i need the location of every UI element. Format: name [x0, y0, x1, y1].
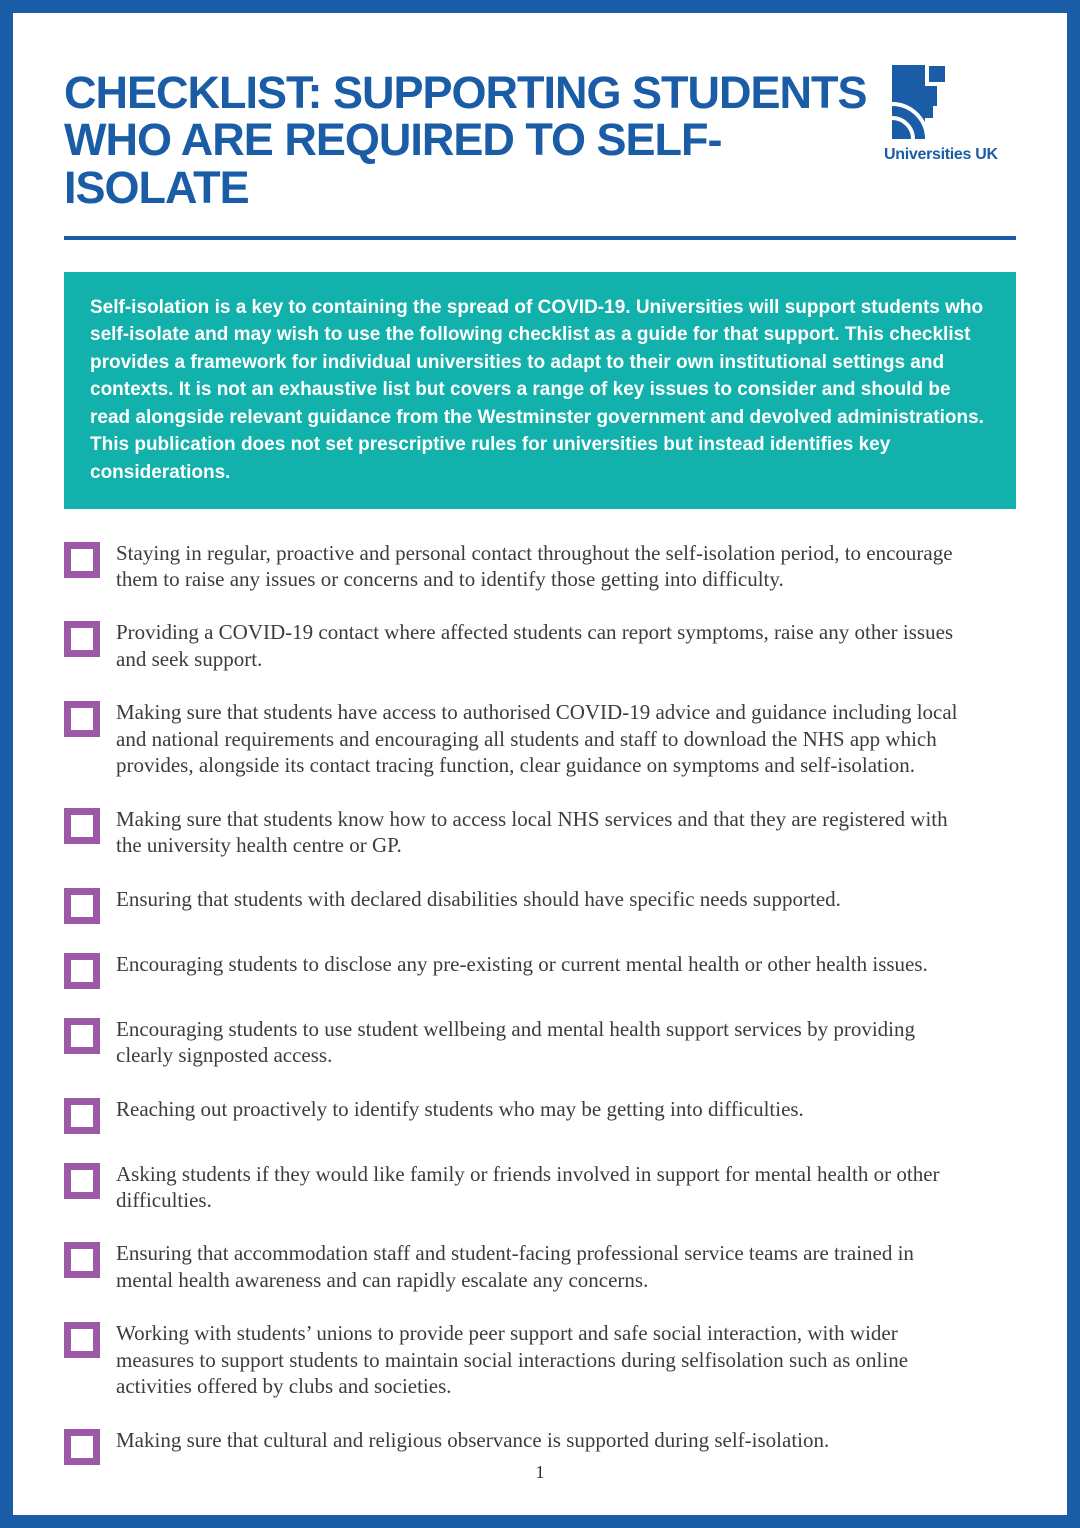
checklist-item	[64, 951, 1016, 989]
universities-uk-logo	[884, 59, 1016, 164]
intro-callout	[64, 272, 1016, 509]
checkbox[interactable]	[64, 1098, 100, 1134]
checklist	[64, 540, 1016, 1465]
checkbox[interactable]	[64, 621, 100, 657]
intro-text: Self-isolation is a key to containing the spread of COVID-19. Universities will support students who self-isolate and may wish to use the following checklist as a guide for that support. This checklist provides a framework for individual universities to adapt to their own institutional settings and contexts. It is not an exhaustive list but covers a range of key issues to consider and should be read alongside relevant guidance from the Westminster government and devolved administrations. This publication does not set prescriptive rules for universities but instead identifies key considerations.	[90, 296, 984, 484]
checkbox[interactable]	[64, 701, 100, 737]
checklist-item-text: Making sure that cultural and religious observance is supported during self-isolation.	[116, 1427, 830, 1452]
page-title-line2: WHO ARE REQUIRED TO SELF-ISOLATE	[64, 114, 722, 213]
checklist-item-text: Making sure that students have access to authorised COVID-19 advice and guidance including local and national requirements and encouraging all students and staff to download the NHS app which provides, alongside its contact tracing function, clear guidance on symptoms and self-isolation.	[116, 700, 958, 778]
checkbox[interactable]	[64, 808, 100, 844]
checklist-item	[64, 1096, 1016, 1134]
checkbox[interactable]	[64, 1322, 100, 1358]
checkbox[interactable]	[64, 888, 100, 924]
checkbox[interactable]	[64, 542, 100, 578]
page-title	[64, 69, 884, 211]
checklist-item	[64, 1016, 1016, 1069]
checklist-item	[64, 1427, 1016, 1465]
checklist-item-text: Working with students’ unions to provide peer support and safe social interaction, with wider measures to support students to maintain social interactions during selfisolation such as online activities offered by clubs and societies.	[116, 1321, 909, 1399]
checklist-item-text: Ensuring that accommodation staff and student-facing professional service teams are trained in mental health awareness and can rapidly escalate any concerns.	[116, 1241, 914, 1292]
checkbox[interactable]	[64, 1018, 100, 1054]
checklist-item	[64, 540, 1016, 593]
checklist-item	[64, 806, 1016, 859]
checklist-item	[64, 886, 1016, 924]
checklist-item-text: Encouraging students to disclose any pre-existing or current mental health or other health issues.	[116, 951, 928, 976]
checklist-item-text: Ensuring that students with declared disabilities should have specific needs supported.	[116, 886, 841, 911]
checkbox[interactable]	[64, 1242, 100, 1278]
checklist-item-text: Providing a COVID-19 contact where affected students can report symptoms, raise any other issues and seek support.	[116, 620, 954, 671]
checkbox[interactable]	[64, 1163, 100, 1199]
checklist-item-text: Making sure that students know how to access local NHS services and that they are registered with the university health centre or GP.	[116, 806, 948, 858]
page-title-line1: CHECKLIST: SUPPORTING STUDENTS	[64, 67, 867, 118]
checklist-item-text: Reaching out proactively to identify students who may be getting into difficulties.	[116, 1096, 804, 1121]
checklist-item	[64, 619, 1016, 672]
checklist-item	[64, 1240, 1016, 1293]
checklist-item-text: Asking students if they would like family or friends involved in support for mental health or other difficulties.	[116, 1161, 940, 1213]
checkbox[interactable]	[64, 1429, 100, 1465]
universities-uk-logo-text: Universities UK	[884, 146, 998, 163]
checkbox[interactable]	[64, 953, 100, 989]
page-number: 1	[535, 1462, 545, 1482]
title-divider	[64, 236, 1016, 240]
checklist-item-text: Staying in regular, proactive and personal contact throughout the self-isolation period, to encourage them to raise any issues or concerns and to identify those getting into difficulty.	[116, 540, 953, 592]
checklist-item-text: Encouraging students to use student wellbeing and mental health support services by providing clearly signposted access.	[116, 1016, 916, 1068]
checklist-item	[64, 1161, 1016, 1214]
checklist-item	[64, 1320, 1016, 1399]
universities-uk-logo-icon	[888, 61, 950, 141]
header	[64, 59, 1016, 211]
checklist-item	[64, 699, 1016, 778]
